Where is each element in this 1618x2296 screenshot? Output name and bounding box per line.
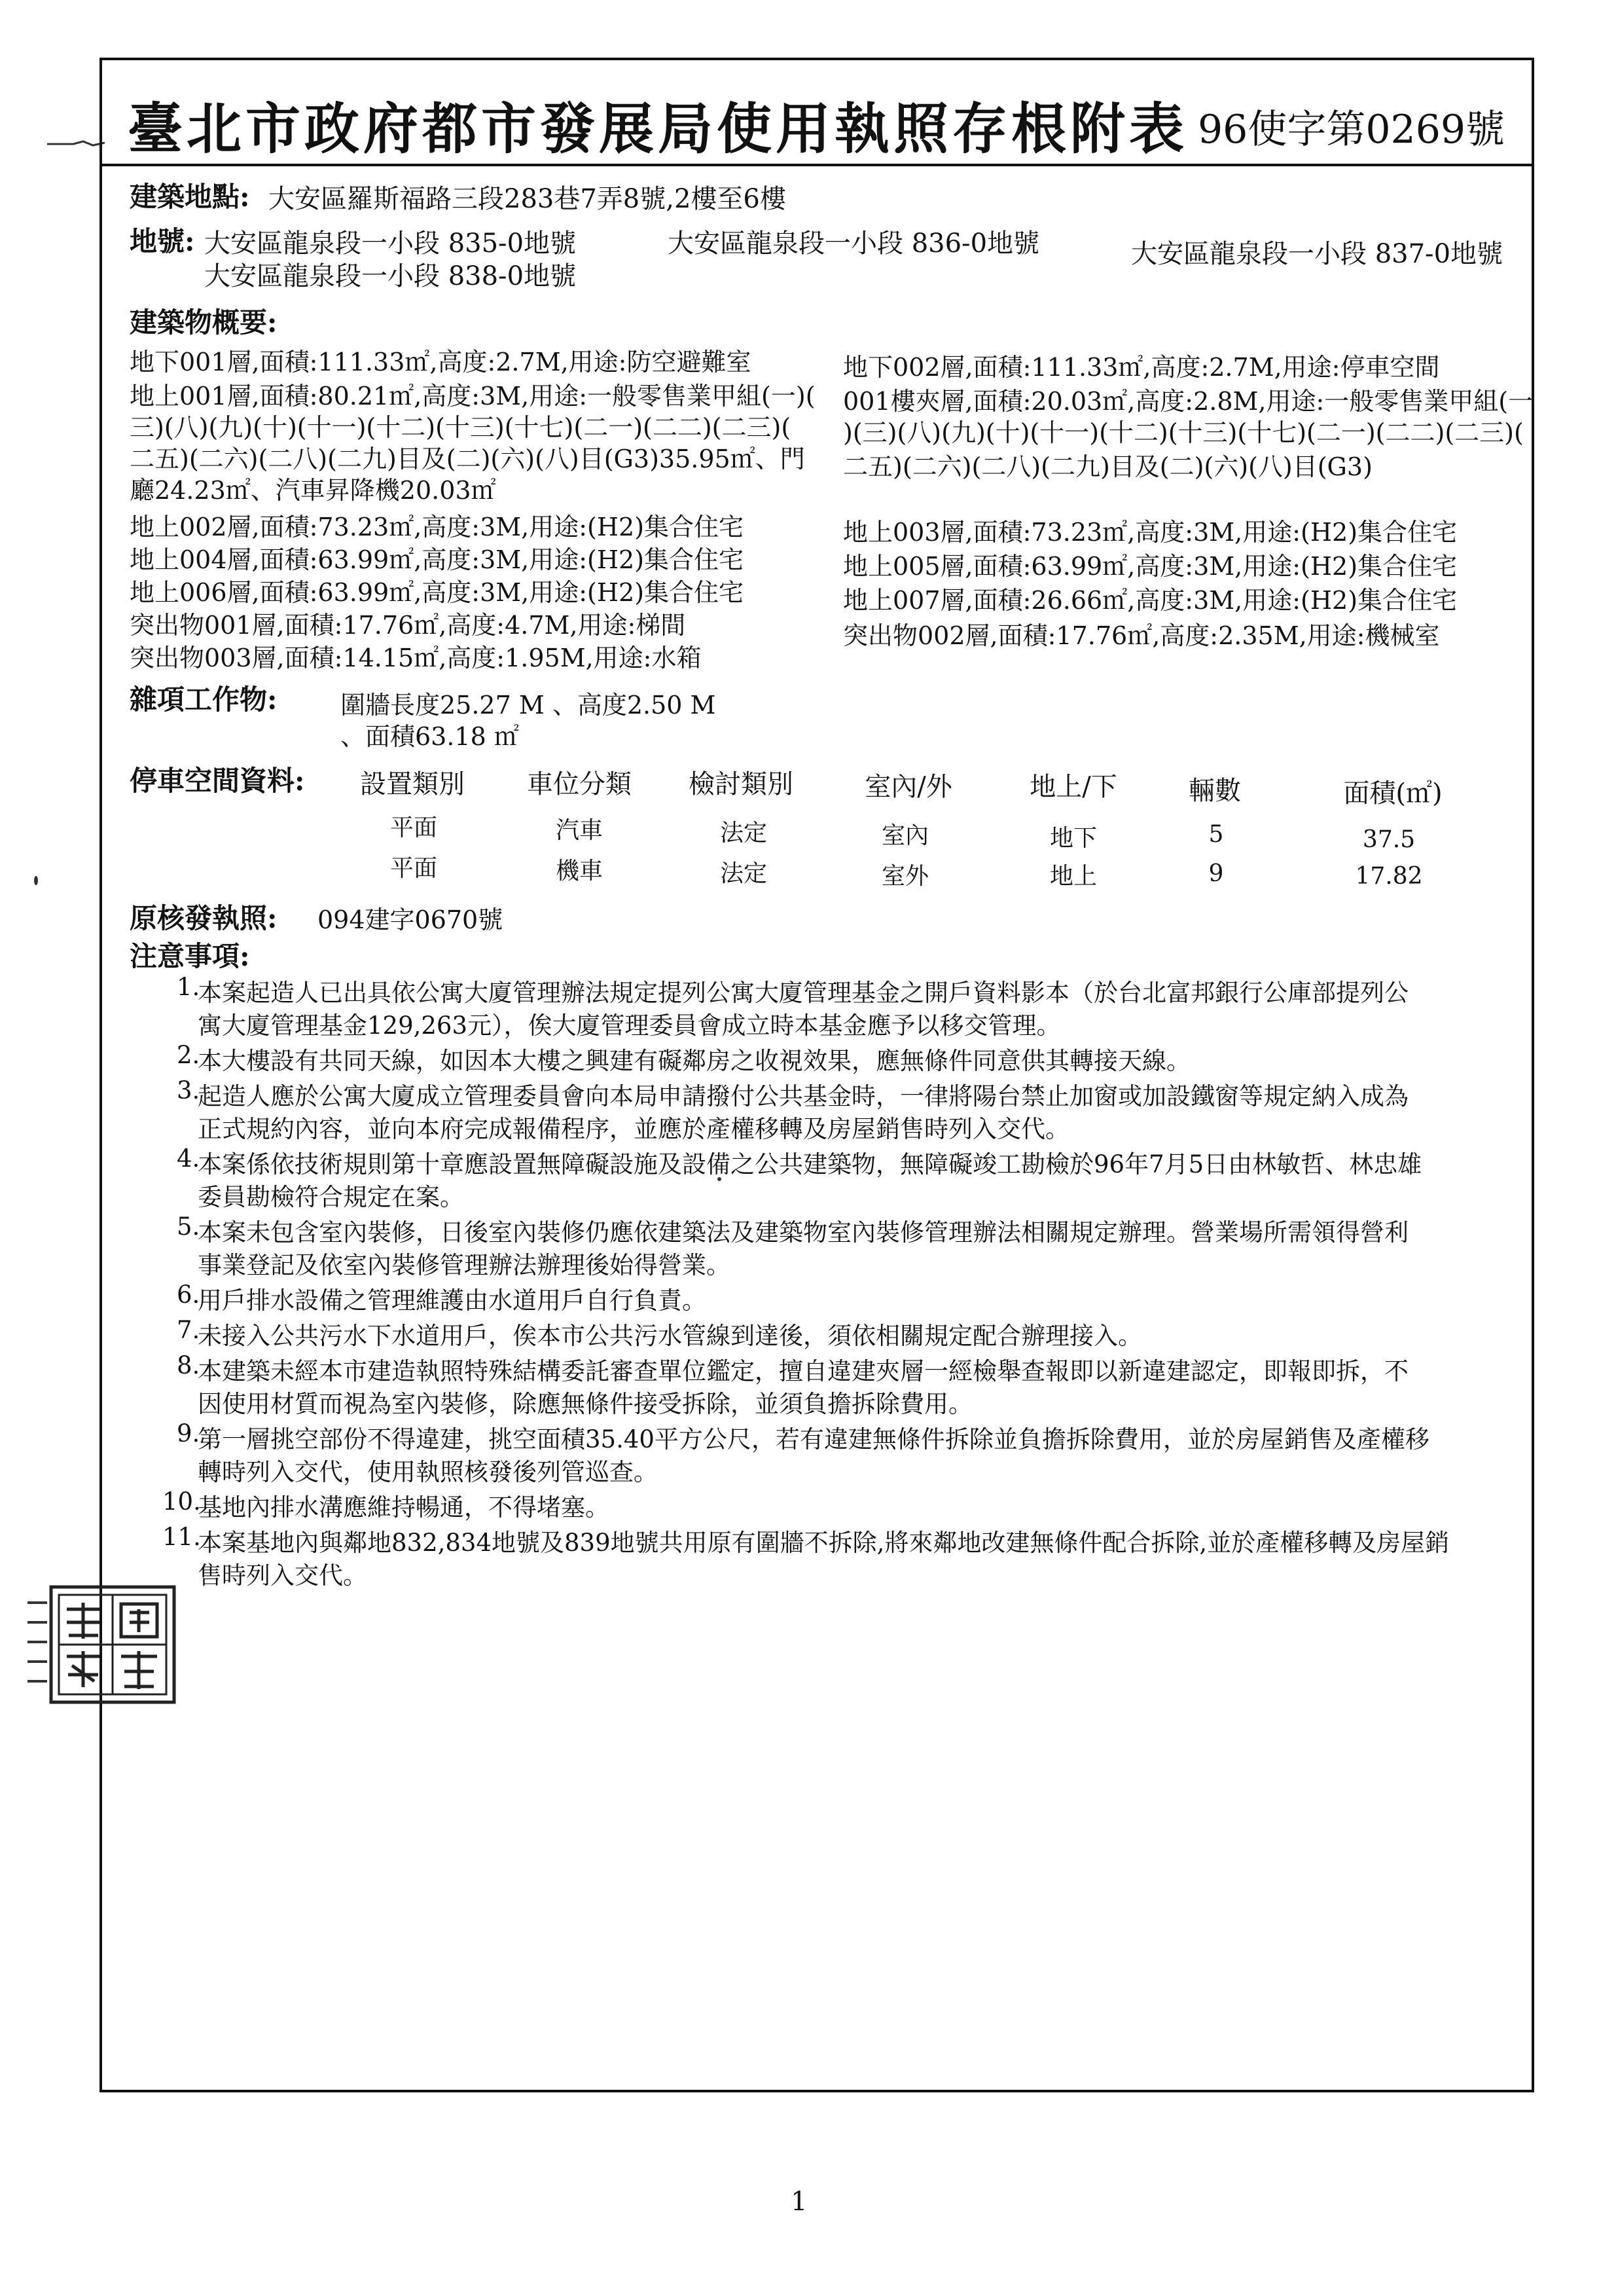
parking-cell: 平面 bbox=[389, 814, 438, 841]
note-number: 1. bbox=[177, 973, 200, 1001]
note-text-line: 第一層挑空部份不得違建，挑空面積35.40平方公尺，若有違建無條件拆除並負擔拆除費用，並於房屋銷售及產權移 bbox=[198, 1425, 1429, 1453]
building-line-left: 地上002層,面積:73.23㎡,高度:3M,用途:(H2)集合住宅 bbox=[130, 513, 744, 541]
building-line-left: 地下001層,面積:111.33㎡,高度:2.7M,用途:防空避難室 bbox=[130, 348, 751, 376]
parking-header: 輛數 bbox=[1189, 776, 1241, 806]
parking-cell: 室外 bbox=[881, 863, 929, 890]
building-label: 建築物概要: bbox=[130, 306, 278, 338]
parking-header: 地上/下 bbox=[1030, 772, 1117, 802]
building-line-right: 001樓夾層,面積:20.03㎡,高度:2.8M,用途:一般零售業甲組(一 bbox=[843, 387, 1534, 416]
note-text-line: 轉時列入交代，使用執照核發後列管巡查。 bbox=[198, 1458, 658, 1486]
parking-cell: 室內 bbox=[881, 822, 929, 849]
note-text-line: 本案起造人已出具依公寓大廈管理辦法規定提列公寓大廈管理基金之開戶資料影本（於台北富邦銀行公庫部提列公 bbox=[198, 979, 1409, 1007]
parking-label: 停車空間資料: bbox=[130, 765, 305, 797]
parking-cell: 9 bbox=[1208, 860, 1224, 887]
building-line-right: 地下002層,面積:111.33㎡,高度:2.7M,用途:停車空間 bbox=[843, 353, 1440, 382]
note-number: 5. bbox=[177, 1212, 200, 1241]
building-line-left: 突出物001層,面積:17.76㎡,高度:4.7M,用途:梯間 bbox=[130, 611, 686, 640]
note-number: 3. bbox=[177, 1076, 200, 1104]
building-line-right: 地上007層,面積:26.66㎡,高度:3M,用途:(H2)集合住宅 bbox=[843, 586, 1458, 615]
note-text-line: 未接入公共污水下水道用戶，俟本市公共污水管線到達後，須依相關規定配合辦理接入。 bbox=[198, 1322, 1142, 1350]
page-number: 1 bbox=[791, 2187, 808, 2217]
building-line-right: )(三)(八)(九)(十)(十一)(十二)(十三)(十七)(二一)(二二)(二三)( bbox=[843, 418, 1524, 447]
margin-dot bbox=[34, 876, 38, 885]
note-number: 11. bbox=[162, 1523, 201, 1551]
building-line-right: 突出物002層,面積:17.76㎡,高度:2.35M,用途:機械室 bbox=[843, 621, 1440, 650]
building-line-right: 二五)(二六)(二八)(二九)目及(二)(六)(八)目(G3) bbox=[843, 452, 1373, 481]
official-seal bbox=[26, 1583, 181, 1706]
parking-header: 檢討類別 bbox=[689, 769, 793, 799]
site-address: 大安區羅斯福路三段283巷7弄8號,2樓至6樓 bbox=[268, 184, 786, 214]
note-text-line: 用戶排水設備之管理維護由水道用戶自行負責。 bbox=[198, 1286, 706, 1315]
note-text-line: 起造人應於公寓大廈成立管理委員會向本局申請撥付公共基金時，一律將陽台禁止加窗或加設鐵窗等規定納入成為 bbox=[198, 1082, 1409, 1110]
note-text-line: 事業登記及依室內裝修管理辦法辦理後始得營業。 bbox=[198, 1251, 730, 1279]
note-number: 4. bbox=[177, 1144, 200, 1173]
building-line-left: 二五)(二六)(二八)(二九)目及(二)(六)(八)目(G3)35.95㎡、門 bbox=[130, 445, 805, 473]
lot-item: 大安區龍泉段一小段 838-0地號 bbox=[204, 261, 577, 291]
lots-label: 地號: bbox=[130, 225, 195, 257]
note-text-line: 本大樓設有共同天線，如因本大樓之興建有礙鄰房之收視效果，應無條件同意供其轉接天線。 bbox=[198, 1047, 1191, 1075]
building-line-left: 地上006層,面積:63.99㎡,高度:3M,用途:(H2)集合住宅 bbox=[130, 578, 744, 607]
parking-cell: 17.82 bbox=[1355, 863, 1423, 890]
note-text-line: 本案係依技術規則第十章應設置無障礙設施及設備之公共建築物，無障礙竣工勘檢於96年7月5日由林敏哲、林忠雄 bbox=[198, 1150, 1422, 1178]
note-text-line: 委員勘檢符合規定在案。 bbox=[198, 1183, 464, 1211]
permit-number: 96使字第0269號 bbox=[1198, 107, 1505, 153]
parking-cell: 法定 bbox=[719, 860, 768, 887]
parking-cell: 汽車 bbox=[555, 817, 603, 844]
note-text-line: 寓大廈管理基金129,263元），俟大廈管理委員會成立時本基金應予以移交管理。 bbox=[198, 1011, 1061, 1040]
building-line-right: 地上003層,面積:73.23㎡,高度:3M,用途:(H2)集合住宅 bbox=[843, 518, 1458, 547]
parking-header: 室內/外 bbox=[865, 772, 952, 802]
parking-cell: 地下 bbox=[1049, 825, 1098, 852]
original-permit-value: 094建字0670號 bbox=[317, 905, 503, 934]
building-line-right: 地上005層,面積:63.99㎡,高度:3M,用途:(H2)集合住宅 bbox=[843, 552, 1458, 581]
parking-header: 車位分類 bbox=[527, 769, 632, 799]
lot-item: 大安區龍泉段一小段 835-0地號 bbox=[204, 228, 577, 259]
note-number: 9. bbox=[177, 1419, 200, 1448]
parking-header: 設置類別 bbox=[360, 769, 465, 799]
misc-line: 、面積63.18 ㎡ bbox=[340, 722, 519, 751]
note-text-line: 售時列入交代。 bbox=[198, 1561, 367, 1590]
note-number: 6. bbox=[177, 1281, 200, 1309]
note-number: 10. bbox=[162, 1487, 201, 1516]
document-title: 臺北市政府都市發展局使用執照存根附表 bbox=[128, 96, 1189, 161]
note-text-line: 因使用材質而視為室內裝修，除應無條件接受拆除，並須負擔拆除費用。 bbox=[198, 1390, 973, 1418]
notes-label: 注意事項: bbox=[130, 940, 250, 972]
note-text-line: 本案未包含室內裝修，日後室內裝修仍應依建築法及建築物室內裝修管理辦法相關規定辦理。營業場所需領得營利 bbox=[198, 1218, 1409, 1247]
building-line-left: 地上004層,面積:63.99㎡,高度:3M,用途:(H2)集合住宅 bbox=[130, 545, 744, 574]
note-text-line: 正式規約內容，並向本府完成報備程序，並應於產權移轉及房屋銷售時列入交代。 bbox=[198, 1115, 1070, 1143]
parking-cell: 法定 bbox=[719, 820, 768, 847]
parking-cell: 37.5 bbox=[1362, 826, 1416, 853]
building-line-left: 三)(八)(九)(十)(十一)(十二)(十三)(十七)(二一)(二二)(二三)( bbox=[130, 413, 791, 442]
parking-cell: 平面 bbox=[389, 855, 438, 882]
building-line-left: 地上001層,面積:80.21㎡,高度:3M,用途:一般零售業甲組(一)( bbox=[130, 382, 816, 410]
note-number: 8. bbox=[177, 1351, 200, 1379]
lot-item: 大安區龍泉段一小段 837-0地號 bbox=[1131, 239, 1503, 269]
parking-cell: 5 bbox=[1208, 821, 1224, 848]
note-number: 2. bbox=[177, 1041, 200, 1069]
original-permit-label: 原核發執照: bbox=[130, 902, 278, 934]
note-text-line: 本案基地內與鄰地832,834地號及839地號共用原有圍牆不拆除,將來鄰地改建無條件配合拆除,並於產權移轉及房屋銷 bbox=[198, 1529, 1450, 1557]
lot-item: 大安區龍泉段一小段 836-0地號 bbox=[668, 228, 1040, 259]
building-line-left: 廳24.23㎡、汽車昇降機20.03㎡ bbox=[130, 476, 496, 505]
parking-cell: 地上 bbox=[1049, 863, 1098, 890]
margin-scan-mark bbox=[47, 136, 106, 149]
note-number: 7. bbox=[177, 1316, 200, 1344]
parking-header: 面積(㎡) bbox=[1343, 778, 1443, 809]
note-text-line: 基地內排水溝應維持暢通，不得堵塞。 bbox=[198, 1493, 609, 1522]
misc-label: 雜項工作物: bbox=[130, 683, 278, 716]
site-label: 建築地點: bbox=[130, 181, 250, 213]
misc-line: 圍牆長度25.27 M 、高度2.50 M bbox=[340, 691, 716, 720]
building-line-left: 突出物003層,面積:14.15㎡,高度:1.95M,用途:水箱 bbox=[130, 644, 702, 672]
note-text-line: 本建築未經本市建造執照特殊結構委託審查單位鑑定，擅自違建夾層一經檢舉查報即以新違建認定，即報即拆，不 bbox=[198, 1357, 1409, 1385]
parking-cell: 機車 bbox=[555, 858, 603, 884]
